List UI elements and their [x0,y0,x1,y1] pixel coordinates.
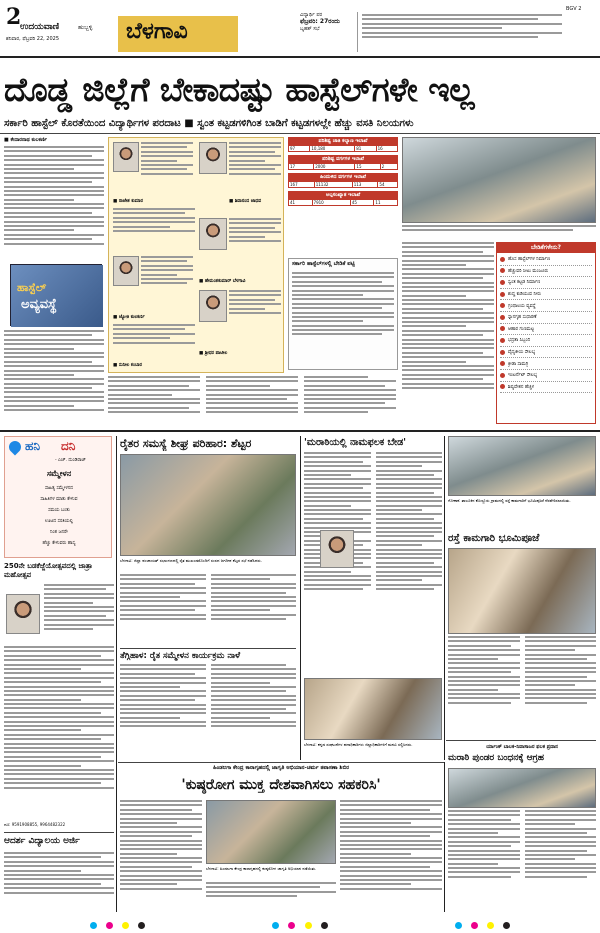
road-headline: ರಸ್ತೆ ಕಾಮಗಾರಿ ಭೂಮಿಪೂಜೆ [448,533,540,544]
quote-text-5 [141,256,193,310]
promo-line1: ವಿದ್ಯಾರ್ಥಿ ಪರ [300,12,323,18]
bullet-icon [500,384,505,389]
lead-body-b [4,330,104,426]
edition-banner [118,16,238,52]
phone-line: ದೂ: 9591908855, 9964482322 [4,822,66,827]
hanidani-drop-icon [7,439,24,456]
demand-item [500,266,592,278]
page-number: 2 [6,4,22,30]
cell: 113 [352,182,378,188]
ranked-body [448,810,596,908]
story-1-headline: 250ನೇ ಬಡಕೆಜ್ಜೆಯೋತ್ಸವದಲ್ಲಿ ಜಾತ್ರಾ ಮಹೋತ್ಸವ [4,562,93,579]
gov-box-text [289,270,397,370]
demand-label: ಶುದ್ಧ ಕುಡಿಯುವ ನೀರು [508,292,542,298]
demand-item [500,324,592,336]
col-divider-1 [116,436,117,912]
demand-item [500,289,592,301]
quote-photo-3 [199,218,227,250]
hostel-logo-text-2: ಅವ್ಯವಸ್ಥೆ [21,297,57,312]
lead-body-a [4,146,104,262]
road-puja-photo [448,548,596,634]
ranked-photo [448,768,596,808]
quote-text-4 [229,218,281,266]
raitha-rule [120,648,296,649]
edition-name: ಬೆಳಗಾವಿ [126,19,188,44]
leprosy-caption: ಬೆಳಗಾವಿ: ಹಿಂಡಲಗಾ ಕೇಂದ್ರ ಕಾರಾಗೃಹದಲ್ಲಿ ಕುಷ್ಠರೋಗ ಜಾಗೃತಿ ಅಭಿಯಾನ ನಡೆಯಿತು. [206,866,317,871]
poem-line: ಸಾಹಿತ್ಯ ಸಮ್ಮೇಳನದ [44,486,74,491]
road-body [448,636,596,736]
cell: 7910 [312,200,350,206]
cell: 45 [350,200,374,206]
stats-tables [288,137,398,255]
leprosy-body-c [340,800,442,908]
quote-text-2 [229,142,281,196]
demand-label: ಸ್ವಂತ ಕಟ್ಟಡ ನಿರ್ಮಾಣ [508,280,541,286]
masthead [0,0,600,62]
quote-photo-2 [199,142,227,174]
quote-name-5: ■ ಶ್ರೀಧರ ಪಾಟೀಲ [199,351,228,356]
col-divider-3 [444,436,445,760]
demand-item [500,300,592,312]
leprosy-top-rule [118,762,444,763]
farmer-body [120,574,296,646]
quote-text-1 [141,142,193,196]
cell: 81 [355,146,376,152]
lead-headline: ದೊಡ್ಡ ಜಿಲ್ಲೆಗೆ ಬೇಕಾದಷ್ಟು ಹಾಸ್ಟೆಲ್‌ಗಳೇ ಇಲ್ಲ [4,70,475,109]
masthead-rule [0,56,600,58]
col-divider-2 [300,436,301,760]
demand-label: ಇಂಟರ್ನೆಟ್ ಸೌಲಭ್ಯ [508,373,538,379]
demand-label: ಹೊಸ ಹಾಸ್ಟೆಲ್‌ಗಳ ನಿರ್ಮಾಣ [508,257,551,263]
demand-item [500,347,592,359]
quote-name-4: ■ ಜ್ಯೋತಿ ಕುಲಕರ್ಣಿ [113,315,145,320]
demand-label: ಗ್ರಂಥಾಲಯ ವ್ಯವಸ್ಥೆ [508,303,536,309]
cell: 11 [374,200,398,206]
farmer-meeting-photo [120,454,296,556]
cell: 16 [376,146,397,152]
demand-item [500,254,592,266]
cell: 54 [378,182,398,188]
bullet-icon [500,373,505,378]
table-title-2: ಪರಿಶಿಷ್ಟ ವರ್ಗಗಳ ಇಲಾಖೆ [288,155,398,163]
demand-item [500,358,592,370]
cell: 2 [380,164,397,170]
poem-body [5,483,113,549]
demand-label: ಕ್ರೀಡಾ ಸಾಮಗ್ರಿ [508,361,529,367]
lead-subhead: ಸರ್ಕಾರಿ ಹಾಸ್ಟೆಲ್ ಕೊರತೆಯಿಂದ ವಿದ್ಯಾರ್ಥಿಗಳ ಪರದಾಟ ■ ಸ್ವಂತ ಕಟ್ಟಡಗಳಿಗಿಂತ ಬಾಡಿಗೆ ಕಟ್ಟಡಗಳಲ್ಲೇ ಹೆಚ್ಚು ವಸತಿ ನಿಲಯಗಳು [4,118,414,129]
promo-date: ಫೆಬ್ರವರಿ: 27ರಂದು [300,18,340,25]
stats-table-2 [288,163,398,170]
school-body [4,852,114,908]
page-code: BGV 2 [566,6,582,12]
gov-box [288,258,398,370]
table-title-1: ಪರಿಶಿಷ್ಟ ಜಾತಿ ಕಲ್ಯಾಣ ಇಲಾಖೆ [288,137,398,145]
table-title-3: ಹಿಂದುಳಿದ ವರ್ಗಗಳ ಇಲಾಖೆ [288,173,398,181]
demand-item [500,277,592,289]
demand-item [500,382,592,394]
subhead-rule [0,133,600,134]
demands-box [496,242,596,424]
demands-list [497,253,595,394]
cell: 97 [289,146,310,152]
left-col-rule [4,832,114,833]
bullet-icon [500,257,505,262]
dateline: ಶನಿವಾರ, ಫೆಬ್ರವರಿ 22, 2025 [6,36,60,42]
promo-box [300,12,358,52]
quote-text-6 [229,290,281,338]
cell: 15 [355,164,380,170]
leprosy-event-photo [206,800,336,864]
demand-label: ಭದ್ರತಾ ಸಿಬ್ಬಂದಿ [508,338,531,344]
marathi-inset-photo [320,530,354,568]
cell: 2000 [314,164,355,170]
demand-label: ಶಿಷ್ಯವೇತನ ಹೆಚ್ಚಳ [508,384,535,390]
demand-label: ವೈದ್ಯಕೀಯ ಸೌಲಭ್ಯ [508,350,536,356]
bullet-icon [500,315,505,320]
school-headline: ಆದರ್ಶ ವಿದ್ಯಾಲಯ ಅರ್ಜಿ [4,836,80,846]
quotes-panel [108,137,284,373]
ranked-top-rule [446,740,596,741]
hanidani-brand-2: ದನಿ [61,439,76,453]
cell: 41 [289,200,313,206]
hostel-building-photo [402,137,596,223]
demand-label: ಹೆಚ್ಚುವರಿ ಸೀಟು ಮಂಜೂರು [508,268,549,274]
bullet-icon [500,338,505,343]
demands-title: ಬೇಡಿಕೆಗಳೇನು? [497,243,595,253]
stats-table-3 [288,181,398,188]
hanidani-author: - ಎಚ್. ದುಂಡಿರಾಜ್ [55,458,86,463]
leprosy-headline: 'ಕುಷ್ಠರೋಗ ಮುಕ್ತ ದೇಶವಾಗಿಸಲು ಸಹಕರಿಸಿ' [181,777,381,793]
leprosy-body-a [120,800,202,908]
quote-photo-4 [113,256,139,286]
farmer-caption: ಬೆಳಗಾವಿ: ಜಿಲ್ಲಾ ಪಂಚಾಯತ್ ಸಭಾಂಗಣದಲ್ಲಿ ರೈತ ಮುಖಂಡರೊಂದಿಗೆ ಸಂಸದ ಜಗದೀಶ ಶೆಟ್ಟರ ಸಭೆ ನಡೆಸಿದರು. [120,558,262,563]
bullet-icon [500,361,505,366]
stats-table-4 [288,199,398,206]
quote-photo-1 [113,142,139,172]
poem-line: ಸಮಯ ಬಂತು [48,508,70,513]
ranked-kicker: ರ್ಯಾಂಕ್ ಬಾಲಕ-ನಿವಾಸಾಜರ ಫಲಕ ಪ್ರದಾನ [486,744,558,750]
quote-name-3: ■ ಹೇಮಂತಕುಮಾರ್ ಬೆಳಗಾವಿ [199,279,246,284]
quote-name-2: ■ ಶಿವಾನಂದ ಜಾಧವ [229,199,262,204]
bullet-icon [500,280,505,285]
road-group-photo [448,436,596,496]
hostel-logo-photo [11,265,103,327]
bullet-icon [500,350,505,355]
bullet-icon [500,303,505,308]
cell: 17 [289,164,314,170]
stats-table-1 [288,145,398,152]
brand-name: ಉದಯವಾಣಿ [20,22,60,32]
farmer-headline: ರೈತರ ಸಮಸ್ಯೆ ಶೀಘ್ರ ಪರಿಹಾರ: ಶೆಟ್ಟರ [120,437,252,450]
lead-byline: ■ ಕೇದಾರನಾಥ ಕುಲಕರ್ಣಿ [4,137,47,143]
bullet-icon [500,326,505,331]
brand-suffix: ಹುಬ್ಬಳ್ಳಿ [78,24,93,31]
col-divider-4 [444,762,445,912]
demand-label: ಸ್ನಾನಗೃಹ ಸುಧಾರಣೆ [508,315,537,321]
lead-body-c [402,242,494,422]
marathi-memorandum-photo [304,678,442,740]
bullet-icon [500,268,505,273]
hanidani-brand: ಹನಿ [25,439,40,453]
demand-item [500,312,592,324]
cell: 10,180 [310,146,355,152]
poem-line: ಹೆಚ್ಚು ಕೇಳುವರು ಹಾಸ್ಯ [42,541,76,546]
story-1-body [44,584,114,644]
quote-text-3 [113,208,195,250]
promo-line3: ಬೃಹತ್ ಸಭೆ [300,26,320,32]
poem-line: ಸಾಹಿತಿಗಳ ಮಾತು ಕೇಳುವ [40,497,78,502]
demand-item [500,335,592,347]
quote-name-1: ■ ರಾಜೇಶ ಕುಮಾರ [113,199,144,204]
leprosy-body-b [206,882,336,908]
marathi-headline: 'ಮರಾಠಿಯಲ್ಲಿ ನಾಮಫಲಕ ಬೇಡ' [304,437,407,448]
lead-bottom-rule [0,430,600,432]
lead-body-d [108,376,396,424]
hostel-logo-text-1: ಹಾಸ್ಟೆಲ್ [17,281,47,294]
hanidani-box [4,436,112,558]
leprosy-kicker: ಹಿಂಡಲಗಾ ಕೇಂದ್ರ ಕಾರಾಗೃಹದಲ್ಲಿ ಜಾಗೃತಿ ಅಭಿಯಾನ-ಚರ್ಮ ತಪಾಸಣಾ ಶಿಬಿರ [212,765,350,771]
poem-title: ಸಮ್ಮೇಳನ [46,469,72,478]
cell: 11132 [314,182,352,188]
bullet-icon [500,292,505,297]
ranked-headline: ಮರಾಠಿ ಪುಂಡರ ಬಂಧನಕ್ಕೆ ಆಗ್ರಹ [448,753,545,763]
quote-name-6: ■ ಸುನೀಲ ಕಂಬಾರ [113,363,142,368]
hostel-photo-caption [402,225,596,239]
table-title-4: ಅಲ್ಪಸಂಖ್ಯಾತ ಇಲಾಖೆ [288,191,398,199]
gov-box-title: ಸರ್ಕಾರಿ ಹಾಸ್ಟೆಲ್‌ಗಳಲ್ಲಿ ಬೇಡಿಕೆ ಪಟ್ಟಿ [292,261,355,267]
raitha-headline: ತೆಗ್ಗಿಹಾಳ: ರೈತ ಸಮ್ಮೇಳನ ಕಾರ್ಯಕ್ರಮ ನಾಳೆ [120,651,241,661]
marathi-caption: ಬೆಳಗಾವಿ: ಕನ್ನಡ ಸಂಘಟನೆಗಳ ಪದಾಧಿಕಾರಿಗಳು ಜಿಲ್ಲಾಧಿಕಾರಿಗಳಿಗೆ ಮನವಿ ಸಲ್ಲಿಸಿದರು. [304,742,413,747]
road-caption: ಗೋಕಾಕ: ತಾಲೂಕಿನ ಕೊಣ್ಣೂರು ಗ್ರಾಮದಲ್ಲಿ ರಸ್ತೆ ಕಾಮಗಾರಿಗೆ ಭೂಮಿಪೂಜೆ ನೆರವೇರಿಸಲಾಯಿತು. [448,498,571,503]
story-1-body-b [4,646,114,820]
poem-line: ಊಟದ ಸರತಿಯಲ್ಲಿ [45,519,73,524]
quote-text-7 [113,324,195,358]
poem-line: ನಿಂತ ಜನರೇ [50,530,68,535]
demand-item [500,370,592,382]
story-1-photo [6,594,40,634]
demand-label: ಆಹಾರ ಗುಣಮಟ್ಟ [508,326,535,332]
registration-marks [0,914,600,926]
hostel-logo [10,264,102,326]
cell: 167 [289,182,315,188]
promo-text [362,14,562,52]
quote-photo-5 [199,290,227,322]
raitha-body [120,664,296,760]
